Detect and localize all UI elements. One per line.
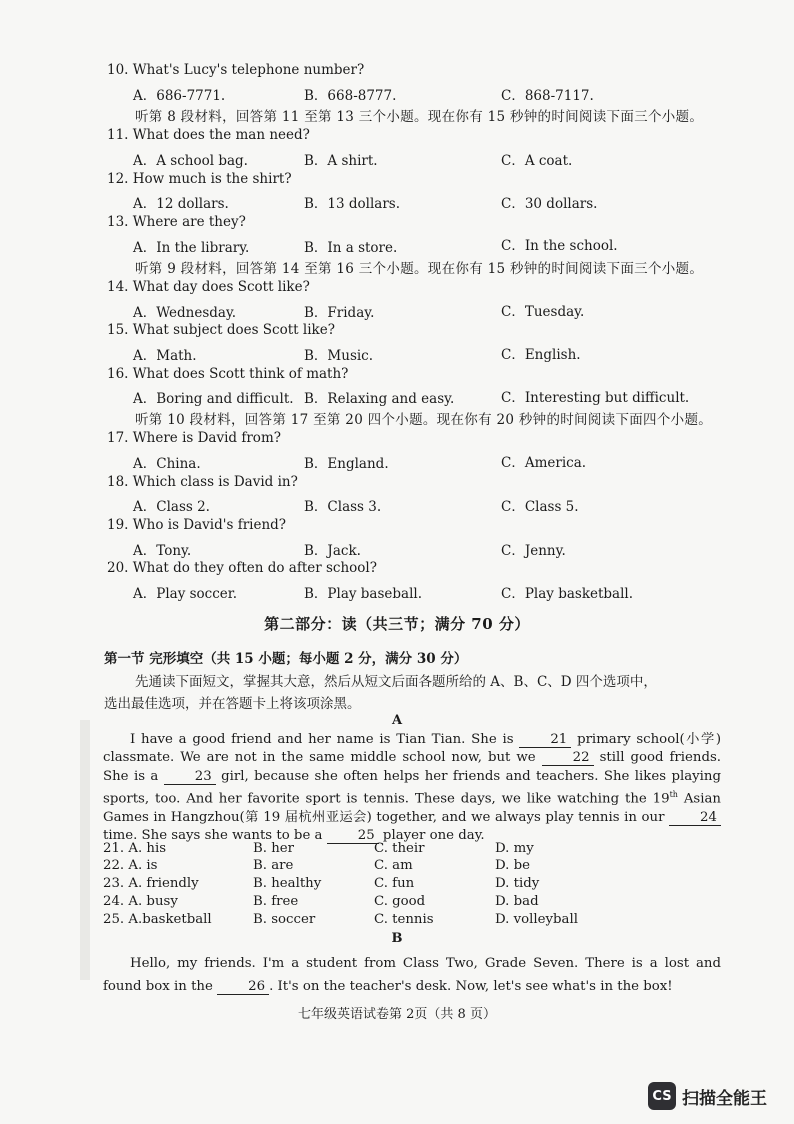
question-16: 16. What does Scott think of math? [107, 366, 349, 382]
option-16b: B．Relaxing and easy. [304, 391, 455, 407]
cloze-option-23d: D. tidy [495, 876, 540, 891]
cloze-option-24c: C. good [374, 894, 426, 909]
cs-logo-icon: CS [648, 1082, 676, 1110]
option-14c: C．Tuesday. [501, 304, 585, 320]
part2-title: 第二部分：读（共三节；满分 70 分） [264, 615, 530, 633]
option-14b: B．Friday. [304, 305, 375, 321]
cloze-option-23a: 23. A. friendly [103, 876, 199, 891]
blank-24: 24 [669, 810, 721, 826]
question-18: 18. Which class is David in? [107, 474, 298, 490]
blank-22: 22 [542, 750, 594, 766]
cloze-option-22b: B. are [253, 858, 294, 873]
option-19b: B．Jack. [304, 543, 361, 559]
listening-note-10: 听第 10 段材料，回答第 17 至第 20 四个小题。现在你有 20 秒钟的时间阅读下面四个小题。 [135, 412, 713, 428]
cloze-option-23c: C. fun [374, 876, 415, 891]
option-10b: B．668-8777. [304, 88, 397, 104]
passage-b-label: B [391, 931, 403, 946]
cloze-option-23b: B. healthy [253, 876, 322, 891]
question-12: 12. How much is the shirt? [107, 171, 292, 187]
option-20a: A．Play soccer. [133, 586, 238, 602]
listening-note-8: 听第 8 段材料，回答第 11 至第 13 三个小题。现在你有 15 秒钟的时间阅读下面三个小题。 [135, 109, 704, 125]
cloze-option-25c: C. tennis [374, 912, 434, 927]
scanner-watermark-text: 扫描全能王 [682, 1088, 767, 1109]
option-11b: B．A shirt. [304, 153, 378, 169]
passage-a: I have a good friend and her name is Tian Tian. She is 21 primary school(小学) classmate. We are not in the same middle school now, but we 22 still good friends. She is a 23 girl, because she often helps her friends and teachers. She likes playing sports, too. And her favorite sport is tennis. These days, we like watching the 19th Asian Games in Hangzhou(第 19 届杭州亚运会) together, and we always play tennis in our 24 time. She says she wants to be a 25 player one day. [103, 732, 722, 843]
cloze-option-24a: 24. A. busy [103, 894, 178, 909]
cloze-option-25b: B. soccer [253, 912, 316, 927]
option-12a: A．12 dollars. [133, 196, 229, 212]
cloze-option-21d: D. my [495, 841, 534, 856]
question-19: 19. Who is David's friend? [107, 517, 287, 533]
passage-b: Hello, my friends. I'm a student from Class Two, Grade Seven. There is a lost and found box in the 26 . It's on the teacher's desk. Now, let's see what's in the box! [103, 956, 721, 994]
question-11: 11. What does the man need? [107, 127, 310, 143]
section1-title: 第一节 完形填空（共 15 小题；每小题 2 分，满分 30 分） [104, 651, 468, 667]
blank-26: 26 [217, 979, 269, 995]
cloze-option-22d: D. be [495, 858, 531, 873]
cloze-option-21c: C. their [374, 841, 425, 856]
blank-25: 25 [327, 828, 379, 844]
scanner-watermark [648, 1081, 767, 1111]
cloze-option-22a: 22. A. is [103, 858, 158, 873]
question-14: 14. What day does Scott like? [107, 279, 310, 295]
instruction-line1: 先通读下面短文，掌握其大意，然后从短文后面各题所给的 A、B、C、D 四个选项中， [135, 674, 657, 690]
instruction-line2: 选出最佳选项，并在答题卡上将该项涂黑。 [104, 696, 361, 712]
cloze-option-21a: 21. A. his [103, 841, 167, 856]
option-12c: C．30 dollars. [501, 196, 598, 212]
option-11c: C．A coat. [501, 153, 573, 169]
question-17: 17. Where is David from? [107, 430, 281, 446]
option-16c: C．Interesting but difficult. [501, 390, 690, 406]
option-19c: C．Jenny. [501, 543, 566, 559]
option-17c: C．America. [501, 455, 587, 471]
cloze-option-25d: D. volleyball [495, 912, 578, 927]
option-13b: B．In a store. [304, 240, 398, 256]
option-13c: C．In the school. [501, 238, 618, 254]
passage-a-label: A [391, 713, 403, 728]
option-10a: A．686-7771. [133, 88, 226, 104]
question-10: 10. What's Lucy's telephone number? [107, 62, 365, 78]
page-footer: 七年级英语试卷第 2页（共 8 页） [298, 1007, 496, 1022]
option-14a: A．Wednesday. [133, 305, 237, 321]
blank-23: 23 [164, 769, 216, 785]
cloze-option-24d: D. bad [495, 894, 539, 909]
option-17b: B．England. [304, 456, 389, 472]
option-11a: A．A school bag. [133, 153, 248, 169]
option-15b: B．Music. [304, 348, 374, 364]
option-18c: C．Class 5. [501, 499, 579, 515]
option-18b: B．Class 3. [304, 499, 382, 515]
option-17a: A．China. [133, 456, 201, 472]
option-12b: B．13 dollars. [304, 196, 401, 212]
option-13a: A．In the library. [133, 240, 250, 256]
option-10c: C．868-7117. [501, 88, 594, 104]
option-15c: C．English. [501, 347, 581, 363]
option-16a: A．Boring and difficult. [133, 391, 294, 407]
listening-note-9: 听第 9 段材料，回答第 14 至第 16 三个小题。现在你有 15 秒钟的时间阅读下面三个小题。 [135, 261, 704, 277]
question-15: 15. What subject does Scott like? [107, 322, 335, 338]
cloze-option-24b: B. free [253, 894, 299, 909]
cloze-option-22c: C. am [374, 858, 413, 873]
question-13: 13. Where are they? [107, 214, 246, 230]
option-20c: C．Play basketball. [501, 586, 634, 602]
cloze-option-25a: 25. A.basketball [103, 912, 212, 927]
option-18a: A．Class 2. [133, 499, 210, 515]
blank-21: 21 [519, 732, 571, 748]
option-20b: B．Play baseball. [304, 586, 423, 602]
cloze-option-21b: B. her [253, 841, 295, 856]
option-15a: A．Math. [133, 348, 197, 364]
question-20: 20. What do they often do after school? [107, 560, 377, 576]
option-19a: A．Tony. [133, 543, 192, 559]
